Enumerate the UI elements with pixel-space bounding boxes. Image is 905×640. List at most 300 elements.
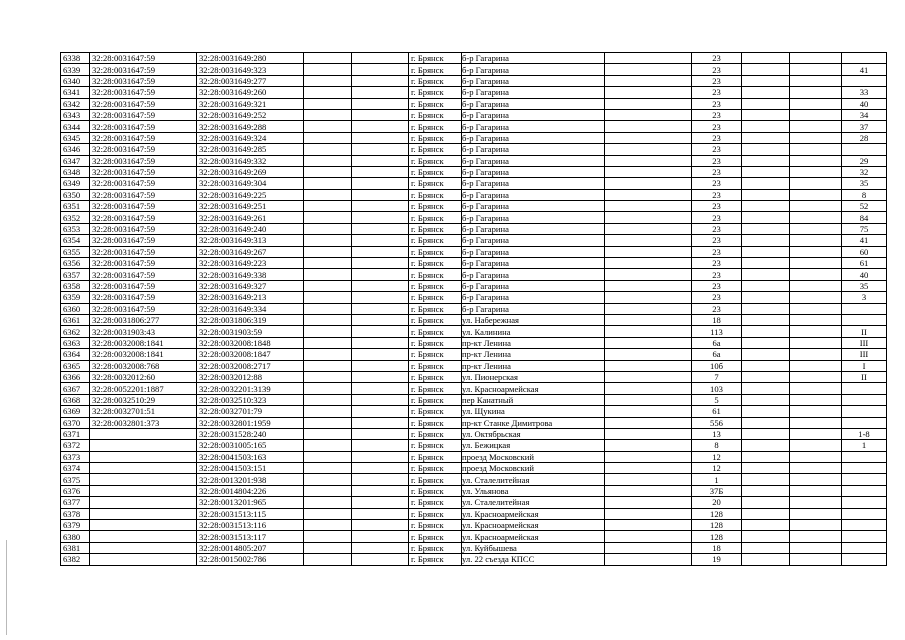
empty-cell [352,64,409,75]
empty-cell [352,280,409,291]
house-number: 23 [692,258,742,269]
cadastral-block-number: 32:28:0031647:59 [90,212,197,223]
table-row [61,223,887,234]
empty-cell [742,189,790,200]
city: г. Брянск [409,554,462,565]
empty-cell [742,383,790,394]
row-number: 6339 [61,64,90,75]
empty-cell [304,349,352,360]
empty-cell [790,144,842,155]
house-number: 20 [692,497,742,508]
table-row [61,406,887,417]
cadastral-object-number: 32:28:0031649:280 [197,53,304,64]
street: проезд Московский [462,451,605,462]
city: г. Брянск [409,109,462,120]
cadastral-block-number: 32:28:0031903:43 [90,326,197,337]
cadastral-block-number [90,451,197,462]
empty-cell [790,428,842,439]
empty-cell [790,554,842,565]
empty-cell [790,292,842,303]
cadastral-object-number: 32:28:0031649:288 [197,121,304,132]
empty-cell [790,417,842,428]
empty-cell [304,463,352,474]
table-row [61,178,887,189]
empty-cell [605,75,692,86]
cadastral-object-number: 32:28:0031649:304 [197,178,304,189]
cadastral-block-number: 32:28:0031647:59 [90,155,197,166]
city: г. Брянск [409,520,462,531]
table-row [61,132,887,143]
empty-cell [605,292,692,303]
empty-cell [352,166,409,177]
apartment-number [842,53,887,64]
city: г. Брянск [409,406,462,417]
street: б-р Гагарина [462,303,605,314]
empty-cell [790,75,842,86]
house-number: 23 [692,109,742,120]
empty-cell [605,497,692,508]
street: б-р Гагарина [462,201,605,212]
house-number: 103 [692,383,742,394]
city: г. Брянск [409,87,462,98]
empty-cell [605,178,692,189]
city: г. Брянск [409,463,462,474]
house-number: 23 [692,189,742,200]
cadastral-block-number [90,497,197,508]
empty-cell [352,394,409,405]
house-number: 61 [692,406,742,417]
empty-cell [304,360,352,371]
table-row [61,109,887,120]
cadastral-block-number [90,542,197,553]
house-number: 23 [692,178,742,189]
house-number: 128 [692,520,742,531]
city: г. Брянск [409,155,462,166]
house-number: 8 [692,440,742,451]
apartment-number [842,554,887,565]
empty-cell [790,314,842,325]
cadastral-object-number: 32:28:0031649:225 [197,189,304,200]
empty-cell [352,269,409,280]
city: г. Брянск [409,258,462,269]
empty-cell [742,178,790,189]
empty-cell [304,64,352,75]
empty-cell [790,246,842,257]
city: г. Брянск [409,121,462,132]
empty-cell [790,383,842,394]
empty-cell [605,406,692,417]
street: ул. 22 съезда КПСС [462,554,605,565]
house-number: 23 [692,132,742,143]
apartment-number [842,497,887,508]
street: ул. Сталелитейная [462,497,605,508]
row-number: 6349 [61,178,90,189]
apartment-number [842,508,887,519]
empty-cell [605,87,692,98]
empty-cell [742,303,790,314]
row-number: 6357 [61,269,90,280]
cadastral-object-number: 32:28:0031649:277 [197,75,304,86]
apartment-number [842,474,887,485]
empty-cell [304,109,352,120]
row-number: 6365 [61,360,90,371]
street: ул. Красноармейская [462,520,605,531]
empty-cell [790,349,842,360]
city: г. Брянск [409,132,462,143]
table-row [61,417,887,428]
empty-cell [790,189,842,200]
row-number: 6347 [61,155,90,166]
empty-cell [742,258,790,269]
street: пр-кт Станке Димитрова [462,417,605,428]
row-number: 6358 [61,280,90,291]
city: г. Брянск [409,337,462,348]
empty-cell [605,531,692,542]
table-row [61,360,887,371]
apartment-number: 33 [842,87,887,98]
street: проезд Московский [462,463,605,474]
street: б-р Гагарина [462,75,605,86]
empty-cell [742,497,790,508]
empty-cell [742,508,790,519]
city: г. Брянск [409,394,462,405]
row-number: 6355 [61,246,90,257]
apartment-number: 40 [842,269,887,280]
table-row [61,258,887,269]
empty-cell [742,75,790,86]
empty-cell [304,531,352,542]
row-number: 6375 [61,474,90,485]
cadastral-block-number: 32:28:0031647:59 [90,178,197,189]
row-number: 6340 [61,75,90,86]
empty-cell [304,223,352,234]
row-number: 6361 [61,314,90,325]
empty-cell [352,349,409,360]
apartment-number [842,463,887,474]
house-number: 12 [692,451,742,462]
empty-cell [605,451,692,462]
apartment-number [842,144,887,155]
city: г. Брянск [409,474,462,485]
cadastral-object-number: 32:28:0031513:115 [197,508,304,519]
row-number: 6360 [61,303,90,314]
street: пр-кт Ленина [462,360,605,371]
table-row [61,440,887,451]
table-row [61,144,887,155]
table-row [61,383,887,394]
street: пер Канатный [462,394,605,405]
table-row [61,485,887,496]
table-row [61,531,887,542]
cadastral-block-number [90,463,197,474]
house-number: 19 [692,554,742,565]
apartment-number: III [842,349,887,360]
empty-cell [742,53,790,64]
cadastral-object-number: 32:28:0032008:1848 [197,337,304,348]
city: г. Брянск [409,292,462,303]
apartment-number [842,394,887,405]
empty-cell [790,406,842,417]
cadastral-block-number: 32:28:0031647:59 [90,201,197,212]
street: б-р Гагарина [462,189,605,200]
empty-cell [352,417,409,428]
house-number: 23 [692,121,742,132]
empty-cell [352,360,409,371]
empty-cell [352,531,409,542]
cadastral-block-number: 32:28:0031647:59 [90,64,197,75]
row-number: 6351 [61,201,90,212]
empty-cell [352,485,409,496]
empty-cell [304,201,352,212]
city: г. Брянск [409,508,462,519]
street: б-р Гагарина [462,178,605,189]
apartment-number [842,314,887,325]
cadastral-object-number: 32:28:0031649:240 [197,223,304,234]
apartment-number: 41 [842,64,887,75]
empty-cell [605,428,692,439]
house-number: 23 [692,155,742,166]
table-row [61,53,887,64]
empty-cell [304,269,352,280]
empty-cell [790,440,842,451]
empty-cell [605,53,692,64]
street: б-р Гагарина [462,121,605,132]
cadastral-block-number: 32:28:0032008:1841 [90,349,197,360]
empty-cell [742,223,790,234]
cadastral-object-number: 32:28:0031649:213 [197,292,304,303]
empty-cell [742,246,790,257]
empty-cell [352,98,409,109]
cadastral-object-number: 32:28:0032801:1959 [197,417,304,428]
empty-cell [742,451,790,462]
house-number: 23 [692,212,742,223]
city: г. Брянск [409,75,462,86]
cadastral-block-number: 32:28:0031647:59 [90,53,197,64]
empty-cell [790,223,842,234]
empty-cell [605,132,692,143]
empty-cell [605,554,692,565]
empty-cell [352,144,409,155]
cadastral-block-number: 32:28:0031647:59 [90,109,197,120]
cadastral-object-number: 32:28:0031649:267 [197,246,304,257]
empty-cell [742,121,790,132]
city: г. Брянск [409,235,462,246]
apartment-number: 84 [842,212,887,223]
house-number: 23 [692,53,742,64]
street: ул. Щукина [462,406,605,417]
house-number: 6а [692,337,742,348]
empty-cell [790,303,842,314]
table-body [61,53,887,566]
street: б-р Гагарина [462,212,605,223]
empty-cell [605,520,692,531]
empty-cell [605,223,692,234]
street: б-р Гагарина [462,292,605,303]
empty-cell [304,292,352,303]
apartment-number: I [842,360,887,371]
apartment-number [842,75,887,86]
empty-cell [742,520,790,531]
city: г. Брянск [409,178,462,189]
cadastral-object-number: 32:28:0015002:786 [197,554,304,565]
empty-cell [605,417,692,428]
house-number: 13 [692,428,742,439]
empty-cell [352,246,409,257]
apartment-number: 3 [842,292,887,303]
street: б-р Гагарина [462,235,605,246]
empty-cell [304,406,352,417]
empty-cell [352,326,409,337]
empty-cell [790,269,842,280]
empty-cell [790,155,842,166]
empty-cell [790,451,842,462]
empty-cell [304,132,352,143]
empty-cell [304,337,352,348]
cadastral-block-number [90,520,197,531]
empty-cell [790,121,842,132]
cadastral-block-number [90,428,197,439]
empty-cell [352,314,409,325]
empty-cell [790,235,842,246]
cadastral-block-number [90,485,197,496]
empty-cell [605,109,692,120]
empty-cell [304,75,352,86]
empty-cell [605,212,692,223]
house-number: 23 [692,201,742,212]
city: г. Брянск [409,485,462,496]
empty-cell [304,155,352,166]
empty-cell [304,485,352,496]
empty-cell [304,246,352,257]
empty-cell [352,463,409,474]
table-row [61,303,887,314]
cadastral-block-number: 32:28:0032008:1841 [90,337,197,348]
street: ул. Сталелитейная [462,474,605,485]
empty-cell [742,87,790,98]
row-number: 6367 [61,383,90,394]
row-number: 6380 [61,531,90,542]
empty-cell [605,394,692,405]
empty-cell [742,201,790,212]
apartment-number: III [842,337,887,348]
apartment-number: 8 [842,189,887,200]
house-number: 18 [692,314,742,325]
empty-cell [352,428,409,439]
table-row [61,508,887,519]
empty-cell [304,121,352,132]
empty-cell [742,109,790,120]
table-row [61,394,887,405]
cadastral-object-number: 32:28:0041503:163 [197,451,304,462]
row-number: 6348 [61,166,90,177]
street: ул. Бежицкая [462,440,605,451]
empty-cell [304,258,352,269]
street: б-р Гагарина [462,109,605,120]
empty-cell [352,201,409,212]
cadastral-object-number: 32:28:0031649:323 [197,64,304,75]
empty-cell [605,246,692,257]
cadastral-block-number: 32:28:0031647:59 [90,246,197,257]
empty-cell [304,212,352,223]
empty-cell [352,121,409,132]
empty-cell [605,201,692,212]
row-number: 6362 [61,326,90,337]
street: б-р Гагарина [462,87,605,98]
city: г. Брянск [409,144,462,155]
city: г. Брянск [409,64,462,75]
empty-cell [742,64,790,75]
cadastral-object-number: 32:28:0032201:3139 [197,383,304,394]
empty-cell [742,337,790,348]
cadastral-object-number: 32:28:0031649:261 [197,212,304,223]
street: пр-кт Ленина [462,337,605,348]
row-number: 6366 [61,371,90,382]
street: б-р Гагарина [462,280,605,291]
empty-cell [304,98,352,109]
table-row [61,371,887,382]
apartment-number: 34 [842,109,887,120]
empty-cell [605,326,692,337]
row-number: 6374 [61,463,90,474]
empty-cell [352,258,409,269]
empty-cell [605,508,692,519]
empty-cell [790,394,842,405]
empty-cell [742,554,790,565]
street: ул. Калинина [462,326,605,337]
apartment-number: 35 [842,178,887,189]
empty-cell [304,451,352,462]
cadastral-block-number: 32:28:0031647:59 [90,121,197,132]
cadastral-block-number: 32:28:0031647:59 [90,292,197,303]
cadastral-block-number [90,440,197,451]
cadastral-block-number: 32:28:0031647:59 [90,75,197,86]
empty-cell [605,337,692,348]
empty-cell [605,314,692,325]
empty-cell [352,223,409,234]
empty-cell [352,132,409,143]
empty-cell [605,474,692,485]
empty-cell [742,440,790,451]
empty-cell [304,542,352,553]
row-number: 6338 [61,53,90,64]
table-row [61,428,887,439]
cadastral-object-number: 32:28:0013201:938 [197,474,304,485]
empty-cell [742,531,790,542]
empty-cell [352,474,409,485]
empty-cell [352,497,409,508]
cadastral-block-number: 32:28:0031647:59 [90,98,197,109]
cadastral-object-number: 32:28:0031806:319 [197,314,304,325]
row-number: 6341 [61,87,90,98]
house-number: 18 [692,542,742,553]
empty-cell [352,53,409,64]
empty-cell [790,178,842,189]
table-row [61,280,887,291]
table-row [61,349,887,360]
row-number: 6345 [61,132,90,143]
empty-cell [790,201,842,212]
cadastral-block-number [90,474,197,485]
cadastral-block-number: 32:28:0031647:59 [90,280,197,291]
empty-cell [790,371,842,382]
cadastral-object-number: 32:28:0031649:252 [197,109,304,120]
table-row [61,235,887,246]
cadastral-object-number: 32:28:0031649:321 [197,98,304,109]
empty-cell [352,508,409,519]
empty-cell [304,497,352,508]
city: г. Брянск [409,360,462,371]
apartment-number: 40 [842,98,887,109]
